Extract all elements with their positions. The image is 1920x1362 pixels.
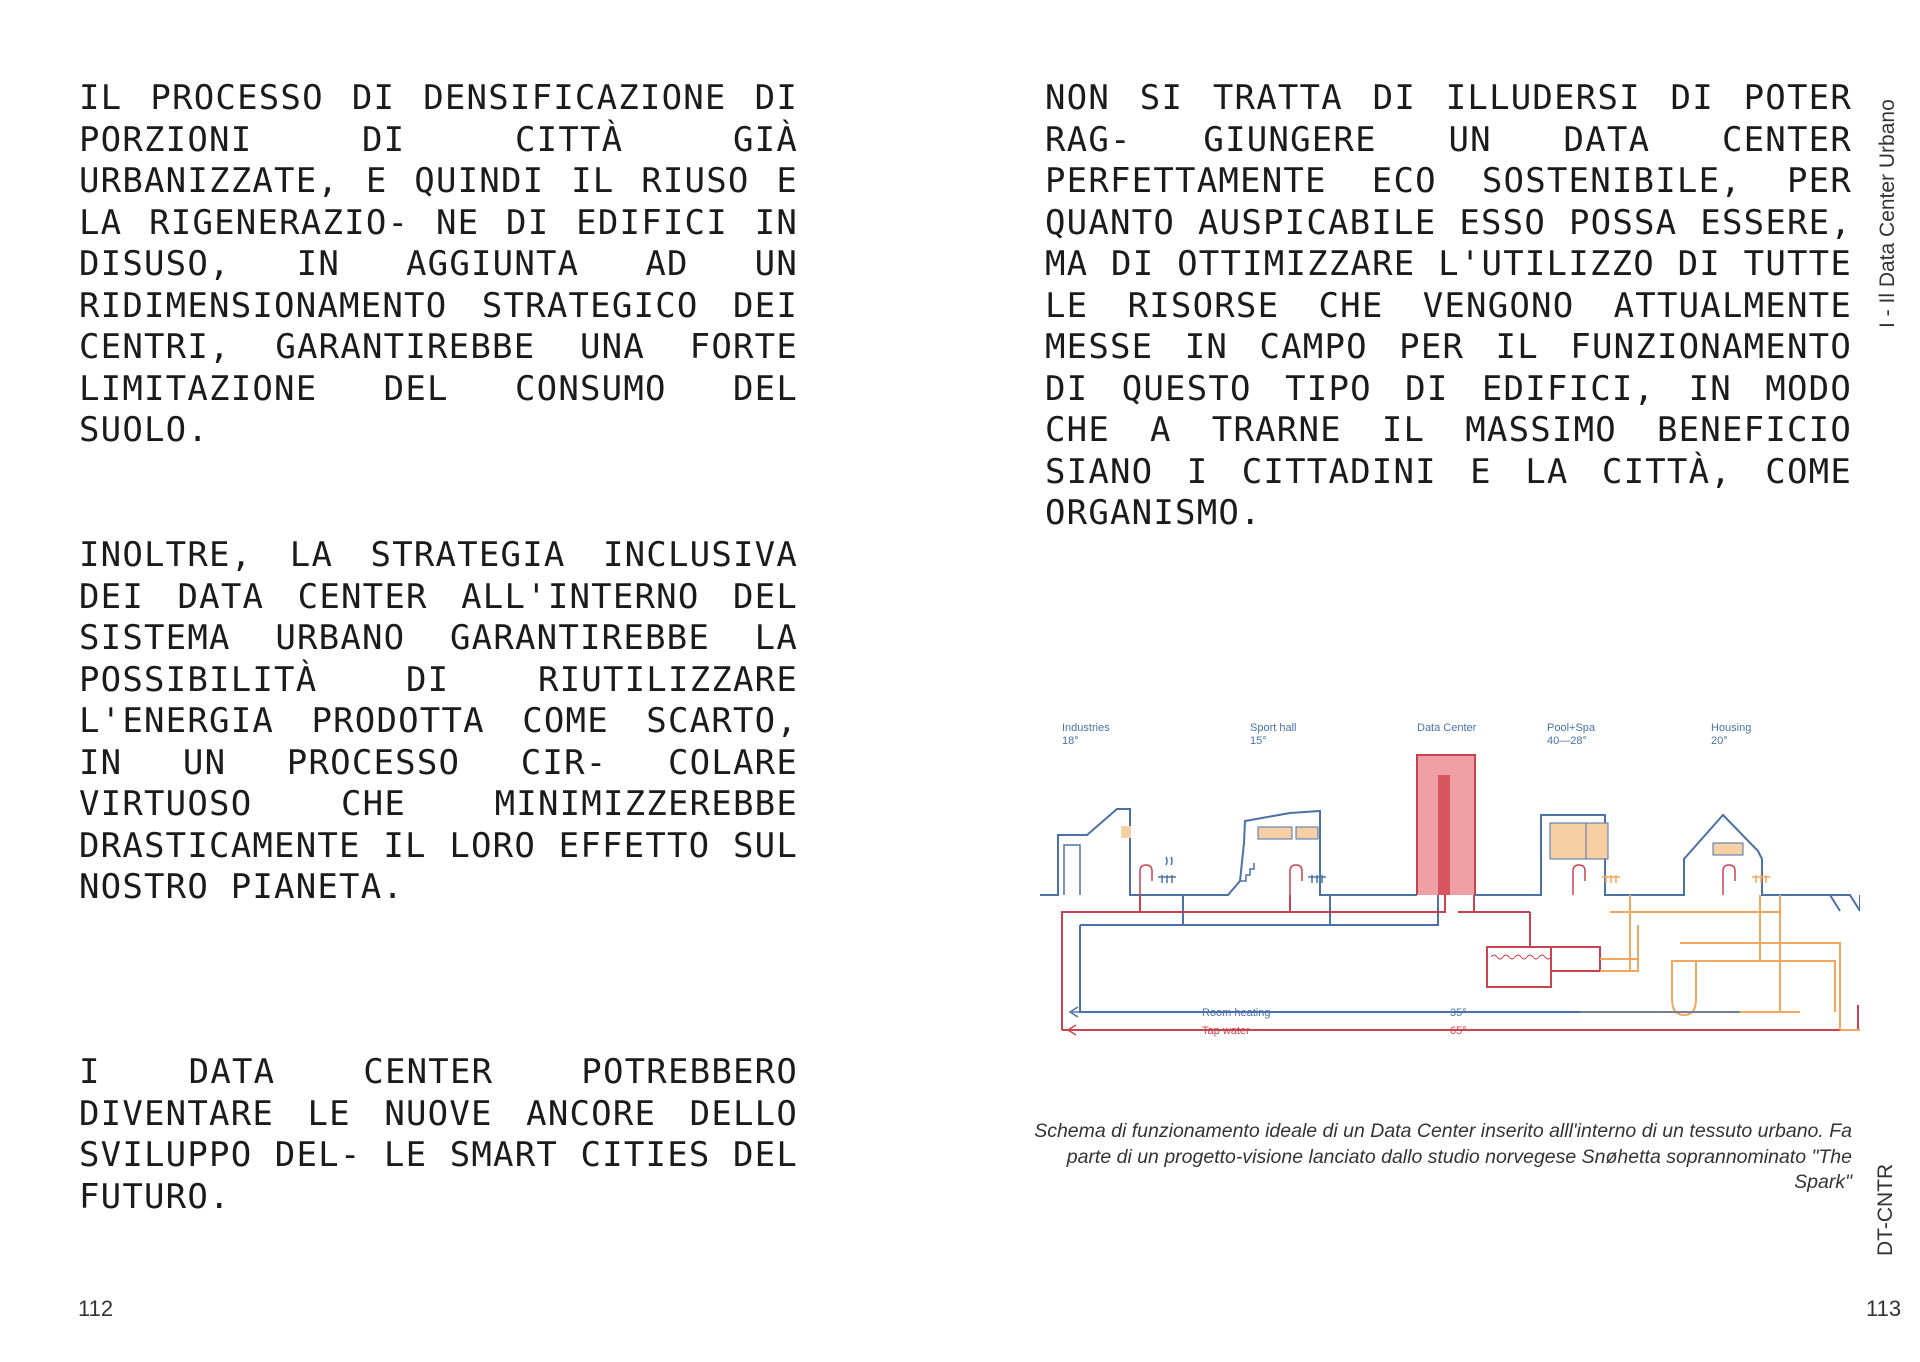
label-pool-spa: Pool+Spa — [1547, 722, 1596, 734]
data-center-core — [1438, 775, 1450, 895]
brand-running-footer: DT-CNTR — [1874, 1163, 1897, 1256]
temp-pool-spa: 40—28° — [1547, 735, 1587, 747]
left-paragraph-1: IL PROCESSO DI DENSIFICAZIONE DI PORZIONI DI CITTÀ GIÀ URBANIZZATE, E QUINDI IL RIUSO E LA RIGENERAZIO- NE DI EDIFICI IN DISUSO, IN AGGIUNTA AD UN RIDIMENSIONAMENTO STRATEGICO DEI CENTRI, GARANTIREBBE UNA FORTE LIMITAZIONE DEL CONSUMO DEL SUOLO. — [79, 78, 798, 450]
temp-housing: 20° — [1711, 735, 1728, 747]
legend-tap-water: Tap water — [1202, 1025, 1250, 1037]
legend-tap-water-temp: 65° — [1450, 1025, 1467, 1037]
page-number-right: 113 — [1866, 1296, 1902, 1321]
legend-room-heating-temp: 35° — [1450, 1007, 1467, 1019]
label-housing: Housing — [1711, 722, 1752, 734]
label-data-center: Data Center — [1417, 722, 1477, 734]
legend-room-heating: Room heating — [1202, 1007, 1271, 1019]
left-paragraph-2: INOLTRE, LA STRATEGIA INCLUSIVA DEI DATA CENTER ALL'INTERNO DEL SISTEMA URBANO GARANTIREBBE LA POSSIBILITÀ DI RIUTILIZZARE L'ENERGIA PRODOTTA COME SCARTO, IN UN PROCESSO CIR- COLARE VIRTUOSO CHE MINIMIZZEREBBE DRASTICAMENTE IL LORO EFFETTO SUL NOSTRO PIANETA. — [79, 535, 798, 907]
left-paragraph-3: I DATA CENTER POTREBBERO DIVENTARE LE NUOVE ANCORE DELLO SVILUPPO DEL- LE SMART CITIES DEL FUTURO. — [79, 1052, 798, 1217]
right-paragraph: NON SI TRATTA DI ILLUDERSI DI POTER RAG- GIUNGERE UN DATA CENTER PERFETTAMENTE ECO SOSTENIBILE, PER QUANTO AUSPICABILE ESSO POSSA ESSERE, MA DI OTTIMIZZARE L'UTILIZZO DI TUTTE LE RISORSE CHE VENGONO ATTUALMENTE MESSE IN CAMPO PER IL FUNZIONAMENTO DI QUESTO TIPO DI EDIFICI, IN MODO CHE A TRARNE IL MASSIMO BENEFICIO SIANO I CITTADINI E LA CITTÀ, COME ORGANISMO. — [1045, 78, 1852, 533]
data-center-diagram — [1040, 715, 1860, 1070]
section-running-header: I - Il Data Center Urbano — [1876, 99, 1899, 328]
label-sport-hall: Sport hall — [1250, 722, 1297, 734]
page-number-left: 112 — [78, 1296, 114, 1321]
temp-industries: 18° — [1062, 735, 1079, 747]
temp-sport-hall: 15° — [1250, 735, 1267, 747]
pipe-orange — [1580, 895, 1860, 1030]
label-industries: Industries — [1062, 722, 1110, 734]
figure-caption: Schema di funzionamento ideale di un Data Center inserito alll'interno di un tessuto urbano. Fa parte di un progetto-visione lanciato dallo studio norvegese Snøhetta soprannominato "The Spark" — [1034, 1120, 1852, 1193]
heat-tank — [1487, 947, 1551, 987]
